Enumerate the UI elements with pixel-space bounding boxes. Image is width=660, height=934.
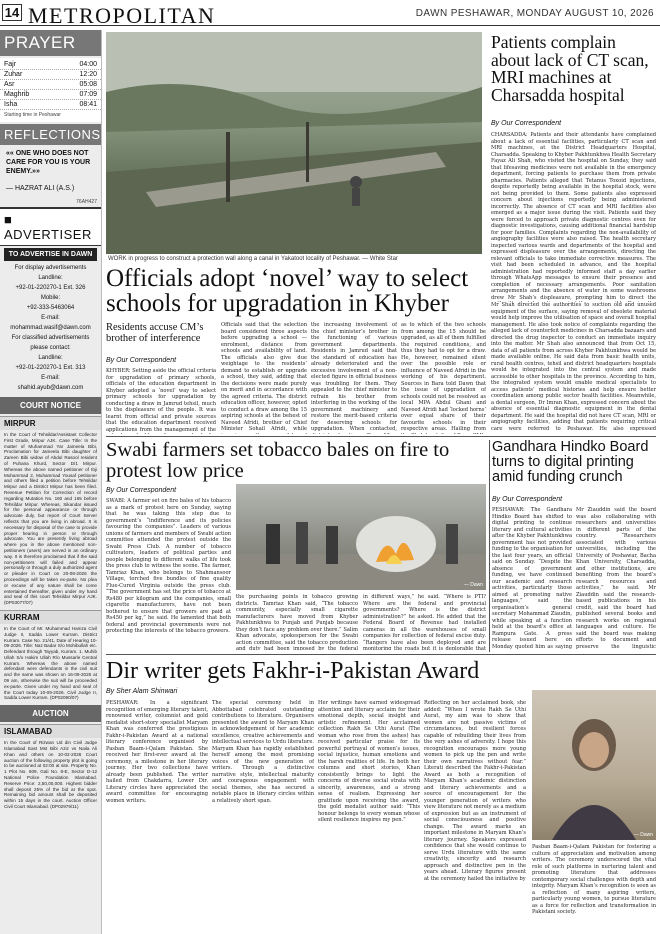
portrait-scene [532,690,656,840]
section-title: METROPOLITAN [28,3,216,28]
advertiser-heading: ■ ADVERTISER [0,207,101,246]
dir-col2: The special ceremony held in Abbottabad celebrated outstanding contributions to literature. Organisers presented the award to Maryam Khan in acknowledgement of her academic excellence, creative achievements and intellectual services to Urdu literature. Maryam Khan has rapidly established herself among the most promising voices of the new generation of writers. Through a distinctive narrative style, intellectual maturity and courageous engagement with social themes, she has secured a notable place in literary circles within a relatively short span. [212,700,314,804]
reflection-author: — HAZRAT ALI (A.S.) [6,185,75,192]
khyber-col1: KHYBER: Setting aside the official criteria for upgradation of primary schools, officials of the education department in Khyber adopted a ‘novel’ way to select primary schools for upgradation by conducting a draw in Jamrud tehsil, much to the displeasure of the people. It was learnt from official and private sources that the education department received applications from the management of the [106,368,216,433]
section-divider [106,436,656,437]
advertiser-line: please contact: [30,345,71,351]
court-notice-heading: COURT NOTICE [0,397,101,414]
advertiser-line: Landline: [38,355,63,361]
dir-headline: Dir writer gets Fakhr-i-Pakistan Award [106,658,480,684]
section-divider [106,654,656,655]
khyber-col4: as to which of the two schools from among the 15 should be upgraded, as all of them fulfilled the required conditions, and thus they had to opt for a draw. He, however, remained silent over the possible role or influence of Naveed Afridi in the working of his department. Sources in Bara told Dawn that the issue of upgradation of schools could not be resolved as local MPA Abdul Ghani and Naveed Afridi had ‘locked horns’ over equal share of their favourite schools in their respective areas. Hailing from [401,322,486,432]
prayer-heading: PRAYER [0,30,101,56]
advertise-banner: TO ADVERTISE IN DAWN [4,248,97,261]
notice-islamabad-text: In the Court of Rizwan Ud din Civil Judge Islamabad East Mst Bibi Aziz vs Naila Ali Khan and others on 10-02-2026 Court auction of the following property plot is going to be auctioned at 02:00 at site. Property No. 1 Plot No. 609, Gali No. 8-E, Sector D-12 National Police Foundation Islamabad. Reserve Price: 2,50,00,000. Highest bidder shall deposit 25% of the bid at the spot. Remaining bid amount shall be deposited within 15 days in the court. Auction Officer Civil Court Islamabad. (DP02979/11) [4,740,97,810]
khyber-byline: By Our Correspondent [106,357,177,364]
advertiser-line: E-mail: [41,315,60,321]
advertiser-line: +92-01-220270-1 Ext. 313 [15,365,86,371]
khyber-headline: Officials adopt ‘novel’ way to select schools for upgradation in Khyber [106,265,469,317]
prayer-row: Fajr 04:00 [0,60,101,70]
notice-kurram-heading: KURRAM [0,610,101,624]
prayer-row: Asr 05:08 [0,80,101,90]
reflection-ref: 76AH427 [76,199,97,205]
swabi-byline: By Our Correspondent [106,487,177,494]
gandhara-col2: Mr Ziauddin said the board was also collaborating with researchers and universities in different parts of the country. “Researchers associated with various universities, including the University of Peshawar, Bacha Khan University, Charsadda, and other institutions, are benefiting from the board’s research resources and activities,” he said. Mr Ziauddin said the research-based publications in his credit, said the board had published several books and research works on regional languages and culture. He said the board was making efforts to document and preserve the linguistic [576,507,656,650]
advertiser-contacts [0,263,101,393]
advertiser-line: E-mail: [41,375,60,381]
canal-wall-photo [106,32,482,254]
maryam-khan-photo [532,690,656,840]
prayer-row: Zuhar 12:20 [0,70,101,80]
reflection-quote: «« ONE WHO DOES NOT CARE FOR YOU IS YOUR ENEMY.»» [6,150,91,175]
dir-col3: Her writings have earned widespread attention and literary acclaim for their emotional depth, social insight and artistic refinement. Her acclaimed collection Rakh Se Uthi Aurat (The woman who rose from the ashes) has received particular praise for its powerful portrayal of women’s issues, social injustice, human emotions and the harsh realities of life. In both her columns and short stories, Khan consistently brings to light the concerns of diverse social strata with sincerity, awareness, and a strong sense of realism. Expressing her gratitude upon receiving the award, the gold medalist author said: “This honour belongs to every woman whose silent resilience inspires my pen.” [318,700,420,823]
notice-kurram-text: In the Court of Mr. Muhammad Hamza Civil Judge II, Sadda Lower Kurram. District Kurram. Case No. 21/41, Date of Hearing 10-09-2026. Title: Naz Badar S/o Mohibullah etc. Defendant through Tayyab, Kurram. 1. Muhib Ullah S/o Hakim Ullah R/o Mussarle Central Kurram. Whereas the above named defendant were defendants in the civil suit and the same was shown on 16-09-2026 at 09 am, otherwise the suit will be proceeded ex-parte. Given under my hand and seal of the Court today 10-09-2026. Civil Judge II, Sadda Lower Kurram. (DP02090/07) [4,625,97,701]
prayer-times [0,58,101,122]
notice-islamabad-heading: ISLAMABAD [0,724,101,738]
prayer-row: Maghrib 07:09 [0,90,101,100]
charsadda-col2: Mr Shah directed the authorities to suction old and unused equipment of the surface, saying removal of obsolete material would help improve the utilisation of space and overall hospital management. He also took notice of complaints regarding the alleged lack of counterfeit medicines in Charsadda bazaars and directed the drug inspector to conduct an immediate inquiry into the matter. Mr Shah also announced that from Oct 15, data of all patients from across Khyber Pakhtunkhwa would be made available online. He said data from basic health units, rural health centres, tehsil and district headquarters hospitals would be integrated into the central system and made accessible to other hospitals in the province. According to him, the integrated system would enable medical specialists to access patients’ medical histories and help ensure better coordination among public sector health facilities. Meanwhile, a dental surgeon, Dr Imran Khan, expressed concern about the absence of essential diagnostic equipment in the dental department. He said the hospital did not have CT scan, MRI or angiography facilities, adding that patients requiring critical care were referred to Peshawar. He also expressed [491,302,656,432]
gandhara-col1: PESHAWAR: The Gandhara Hindko Board has shifted to digital printing to continue literary and cultural activities after the Khyber Pakhtunkhwa government has not provided funding to the organisation for the last four years, an official said on Sunday. “Despite the absence of government funding, we have continued our academic and research activities, particularly those aimed at promoting native languages,” said the organisation’s general secretary Mohammad Ziaudin, while speaking at a function held at the board’s office at Rampura Gate. A press release issued here on Monday quoted him as saying [492,507,572,650]
left-sidebar [0,30,102,934]
khyber-col2: Officials said that the selection board considered three aspects before upgrading a school — enrolment, distance from schools and availability of land. The officials also give due weightage to the residents’ demand to establish or upgrade a school, they said, adding that the decisions were made purely on merit and in accordance with the agreed criteria. The district education officer, however, opted to conduct a draw among the 15 aspiring schools at the behest of Naveed Afridi, brother of Chief Minister Sohail Afridi, while [221,322,307,432]
advertiser-line: +92-333-5463064 [26,305,75,311]
swabi-col3: in different ways,” he said. “Where is PTI? Where are the federal and provincial governments? Where is the district administration?” he asked. He added that the Federal Board of Revenue had installed cameras in all the warehouses of small companies for collection of federal excise duty. “Rangers have also been deployed and are monitoring the roads but it is deplorable that [363,594,486,650]
advertiser-line: For display advertisements [14,265,87,271]
reflections-heading: REFLECTIONS [0,124,101,145]
swabi-photo-credit: — Dawn [463,582,483,588]
advertiser-line: Landline: [38,275,63,281]
notice-mirpur-text: In the Court of Tehsildar/Assistant Collector First Grade, Mirpur AJK. Case Title: In the matter of Muhammad Yar Jameela Bibi, Proclamation for Jameela Bibi daughter of Zareen Bibi widow of Abdul Rasool resident of Puhana Khurd, Sector D/1 Mirpur. Whereas the above named petitioner of Ibji Muhammad 2, Muhammad Yousaf petitioner and others filed a petition before Tehsildar Mirpur and a District Mirpur has been filed. Revenue Petition for Correction of record regarding Mutation No. 160 and 165 before Tehsildar Mirpur. Whereas, Sikandar issued for the personal appearance or through advocate duly, but report of Court Server reflects that you are living in abroad. It is necessary for disposal of the case to provide proper hearing in person or through advocate. You are presently living abroad where you in the above mentioned non-petitioners (users) are served in an ordinary way. It is therefore proclaimed that if the said non-petitioners will failed and appear personally or through a duly authorized agent or pleader in Court on 20-08-2026 the proceedings will be taken ex-parte. No plea or excuse of any nature shall be come entertained thereafter, given under my hand and seal of this court Tehsildar Mirpur AJK. (DP03077/07) [4,432,97,606]
prayer-row: Isha 08:41 [0,100,101,110]
charsadda-headline: Patients complain about lack of CT scan, MRI machines at Charsadda hospital [491,32,649,105]
photo-scene [106,32,482,254]
page-number: 14 [2,4,22,21]
swabi-col2: the purchasing points in tobacco growing districts. Tamriaz Khan said, “The tobacco community, especially small cigarette manufacturers have moved from Khyber Pakhtunkhwa to Punjab and Punjab because they don’t face any problem over there.” Salim Khan advocate, spokesperson for the Swabi action committee, said the tobacco production and duty had been imposed by the federal [236,594,358,650]
advertiser-line: +92-01-220270-1 Ext. 326 [15,285,86,291]
advertiser-line: shahid.ayub@dawn.com [17,385,84,391]
notice-mirpur-heading: MIRPUR [0,416,101,430]
charsadda-col1: CHARSADDA: Patients and their attendants have complained about a lack of essential facilities, particularly CT scan and MRI machines, at the District Headquarters Hospital, Charsadda. Speaking to Khyber Pakhtunkhwa Health Secretary Fayaz Ali Shah, who visited the hospital on Sunday, they said that lifesaving medicines were not available in the emergency department, forcing patients to purchase them from private pharmacies. Patients alleged that Tetanus Toxoid injections, despite reportedly being available in the hospital stock, were not being provided to them. Some patients also expressed concern about injections reportedly being administered incorrectly. The absence of CT scan and MRI facilities also emerged as a major issue during the visit. Patients said they were forced to approach private diagnostic centres even for diagnostic investigations, causing additional financial hardship for poor families. Complaints regarding the non-availability of angiography facilities were also raised. The health secretary inspected various wards and departments of the hospital and expressed displeasure over the arrangements, directing the relevant officials to take immediate corrective measures. The visit had been scheduled in advance, and the hospital administration had reportedly informed staff a day earlier through WhatsApp messages to ensure their presence and completion of necessary arrangements. Poor sanitation arrangements and the absence of water in some washrooms drew Mr Shah’s displeasure, prompting him to direct the [491,132,656,301]
fire-scene [236,484,486,590]
advertiser-line: For classified advertisements [11,335,90,341]
column-divider [489,440,490,652]
advertiser-line: Mobile: [40,295,61,301]
dir-col1: PESHAWAR: In a significant recognition of emerging literary talent, renowned writer, columnist and gold medalist short-story specialist Maryam Khan was conferred the prestigious Fakhr-i-Pakistan Award at a national literary conference organised by Pasban Baam-i-Qalam Pakistan. She received her first-ever award at the ceremony, a milestone in her literary journey. Her two collections have already been published. The writer hailed from Chakdarra, Lower Dir. Literary circles have appreciated the award committee for encouraging women writers. [106,700,208,804]
auction-heading: AUCTION [0,705,101,722]
swabi-headline: Swabi farmers set tobacco bales on fire to protest low price [106,439,450,482]
tobacco-fire-photo [236,484,486,590]
charsadda-byline: By Our Correspondent [491,120,562,127]
dir-byline: By Sher Alam Shinwari [106,688,178,695]
top-photo-caption: WORK in progress to construct a protection wall along a canal in Yakatoot locality of Peshawar. — White Star [108,256,398,262]
khyber-col3: the increasing involvement of the chief minister’s brother in the functioning of various government departments. Residents in Jamrud said that the standard of education has already deteriorated and the excessive involvement of a non-elected figure in official business was troubling for them. They appealed to the chief minister to refrain his brother from interfering in the working of the government machinery and restore the merit-based criteria for deserving schools for upgradation. When contacted, [311,322,397,432]
dir-col4: Reflecting on her acclaimed book, she added: “When I wrote Rakh Se Uthi Aurat, my aim was to show that women are not passive victims of circumstances, but resilient forces capable of rebuilding their lives from the very ashes of adversity. I hope this recognition encourages more young women to pick up the pen and write their own narratives without fear.” Literati described the Fakhr-i-Pakistan Award as both a recognition of Maryam Khan’s academic distinction and literary achievements and a source of encouragement for the younger generation of writers who view literature not merely as a medium of expression but as an instrument of social consciousness and positive change. The award marks an important milestone in Maryam Khan’s literary journey. Speakers expressed confidence that she would continue to serve Urdu literature with the same creativity, sincerity and research approach and distinctive pen in the years ahead. Literary figures present at the ceremony hailed the initiative by [424,700,526,882]
khyber-deck: Residents accuse CM’s brother of interference [106,322,204,344]
prayer-note: Starting time in Peshawar [4,112,61,118]
dateline: DAWN PESHAWAR, MONDAY AUGUST 10, 2026 [415,8,654,19]
advertiser-line: mohammad.wasif@dawn.com [10,325,91,331]
dir-col5: Pasban Baam-i-Qalam Pakistan for fostering a culture of appreciation and motivation among writers. The ceremony underscored the vital role of such platforms in nurturing talent and promoting literature that addresses contemporary social challenges with depth and integrity. Maryam Khan’s recognition is seen as a reflection of many aspiring writers, particularly young women, to pursue literature as a force for reflection and transformation in Pakistani society. [532,844,656,915]
gandhara-headline: Gandhara Hindko Board turns to digital printing amid funding crunch [492,439,649,486]
swabi-col1: SWABI: A farmer set on fire bales of his tobacco as a mark of protest here on Sunday, saying that he was taking this step due to government’s “indifference and its policies favouring the companies”. Leaders of various unions of farmers and members of Swabi action committee attended the protest outside the Swabi Press Club. A number of tobacco cultivators, leaders of political parties and people belonging to different walks of life took the press club to witness the scene. The farmer, Tamriaz Khan, who belongs to Shahmansoor Village, torched five bundles of fine quality Flue-Cured Virginia outside the press club. “The government has set the price of tobacco at Rs480 per kilogram and the companies, small cigarette manufacturers, have not been bothered to ensure that growers are paid at Rs450 per kg,” he said. He lamented that both federal and provincial governments were not protecting the interests of the tobacco growers. [106,498,231,634]
page-header [0,0,660,26]
gandhara-byline: By Our Correspondent [492,496,563,503]
dir-photo-credit: — Dawn [633,832,653,838]
advertiser-icon: ■ [4,212,13,227]
